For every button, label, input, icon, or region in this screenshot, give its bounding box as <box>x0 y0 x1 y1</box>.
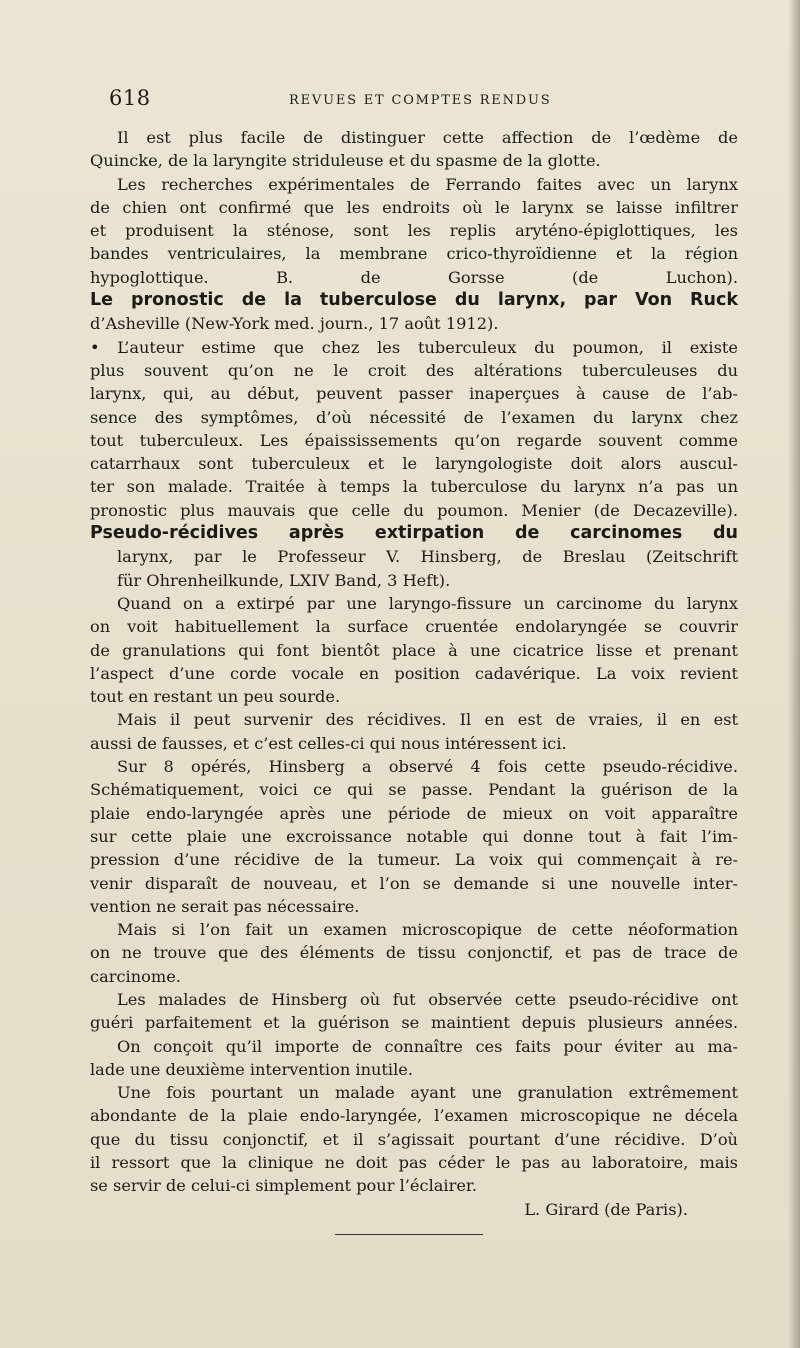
article-body <box>90 126 738 1221</box>
text-line: l’aspect d’une corde vocale en position cadavérique. La voix revient <box>90 663 738 683</box>
text-line: On conçoit qu’il importe de connaître ces faits pour éviter au ma- <box>117 1036 738 1056</box>
text-line: L. Girard (de Paris). <box>524 1199 688 1219</box>
text-line: Une fois pourtant un malade ayant une granulation extrêmement <box>117 1083 738 1103</box>
text-line: plaie endo-laryngée après une période de mieux on voit apparaître <box>90 803 738 823</box>
text-line: bandes ventriculaires, la membrane crico-thyroïdienne et la région <box>90 244 738 264</box>
section-heading-line: Le pronostic de la tuberculose du larynx, par Von Ruck <box>90 290 738 311</box>
text-line: Sur 8 opérés, Hinsberg a observé 4 fois cette pseudo-récidive. <box>117 757 738 777</box>
running-head: REVUES ET COMPTES RENDUS <box>289 93 552 108</box>
page-number: 618 <box>109 86 151 110</box>
text-line: Les recherches expérimentales de Ferrando faites avec un larynx <box>117 174 738 194</box>
text-line: Il est plus facile de distinguer cette affection de l’œdème de <box>117 128 738 147</box>
text-line: lade une deuxième intervention inutile. <box>90 1059 414 1079</box>
text-line: guéri parfaitement et la guérison se maintient depuis plusieurs années. <box>90 1013 738 1033</box>
text-line: hypoglottique. B. de Gorsse (de Luchon). <box>90 267 738 287</box>
text-line: Schématiquement, voici ce qui se passe. Pendant la guérison de la <box>90 780 738 800</box>
text-line: carcinome. <box>90 966 181 986</box>
text-line: d’Asheville (New-York med. journ., 17 août 1912). <box>90 314 499 334</box>
text-line: tout tuberculeux. Les épaississements qu’on regarde souvent comme <box>90 430 738 450</box>
text-line: sur cette plaie une excroissance notable qui donne tout à fait l’im- <box>90 826 738 846</box>
text-line: pronostic plus mauvais que celle du poumon. Menier (de Decazeville). <box>90 500 738 520</box>
text-line: de granulations qui font bientôt place à une cicatrice lisse et prenant <box>90 640 738 660</box>
text-line: plus souvent qu’on ne le croit des altérations tuberculeuses du <box>90 360 738 380</box>
text-line: larynx, qui, au début, peuvent passer inaperçues à cause de l’ab- <box>90 384 738 404</box>
text-line: Mais il peut survenir des récidives. Il en est de vraies, il en est <box>117 710 738 730</box>
text-line: on ne trouve que des éléments de tissu conjonctif, et pas de trace de <box>90 943 738 963</box>
text-line: sence des symptômes, d’où nécessité de l’examen du larynx chez <box>90 407 738 427</box>
text-line: larynx, par le Professeur V. Hinsberg, de Breslau (Zeitschrift <box>117 547 738 567</box>
text-line: Les malades de Hinsberg où fut observée cette pseudo-récidive ont <box>117 989 738 1009</box>
text-line: Quand on a extirpé par une laryngo-fissure un carcinome du larynx <box>117 593 738 613</box>
page-edge-shadow <box>788 0 800 1348</box>
text-line: pression d’une récidive de la tumeur. La voix qui commençait à re- <box>90 850 738 870</box>
section-heading-line: Pseudo-récidives après extirpation de carcinomes du <box>90 523 738 544</box>
text-line: ter son malade. Traitée à temps la tuberculose du larynx n’a pas un <box>90 477 738 497</box>
text-line: vention ne serait pas nécessaire. <box>90 896 360 916</box>
closing-rule <box>335 1234 483 1235</box>
text-line: für Ohrenheilkunde, LXIV Band, 3 Heft). <box>117 570 451 590</box>
text-line: catarrhaux sont tuberculeux et le laryngologiste doit alors auscul- <box>90 454 738 474</box>
text-line: • L’auteur estime que chez les tuberculeux du poumon, il existe <box>90 337 738 357</box>
text-line: Mais si l’on fait un examen microscopique de cette néoformation <box>117 920 738 940</box>
text-line: Quincke, de la laryngite striduleuse et du spasme de la glotte. <box>90 151 601 171</box>
text-line: aussi de fausses, et c’est celles-ci qui nous intéressent ici. <box>90 733 567 753</box>
text-line: on voit habituellement la surface cruentée endolaryngée se couvrir <box>90 617 738 637</box>
text-line: abondante de la plaie endo-laryngée, l’examen microscopique ne décela <box>90 1106 738 1126</box>
text-line: tout en restant un peu sourde. <box>90 687 341 707</box>
text-line: de chien ont confirmé que les endroits où le larynx se laisse infiltrer <box>90 197 738 217</box>
text-line: que du tissu conjonctif, et il s’agissait pourtant d’une récidive. D’où <box>90 1129 738 1149</box>
text-line: venir disparaît de nouveau, et l’on se demande si une nouvelle inter- <box>90 873 738 893</box>
text-line: se servir de celui-ci simplement pour l’éclairer. <box>90 1176 478 1196</box>
text-line: il ressort que la clinique ne doit pas céder le pas au laboratoire, mais <box>90 1153 738 1173</box>
page-header <box>109 86 589 116</box>
text-line: et produisent la sténose, sont les replis aryténo-épiglottiques, les <box>90 221 738 241</box>
